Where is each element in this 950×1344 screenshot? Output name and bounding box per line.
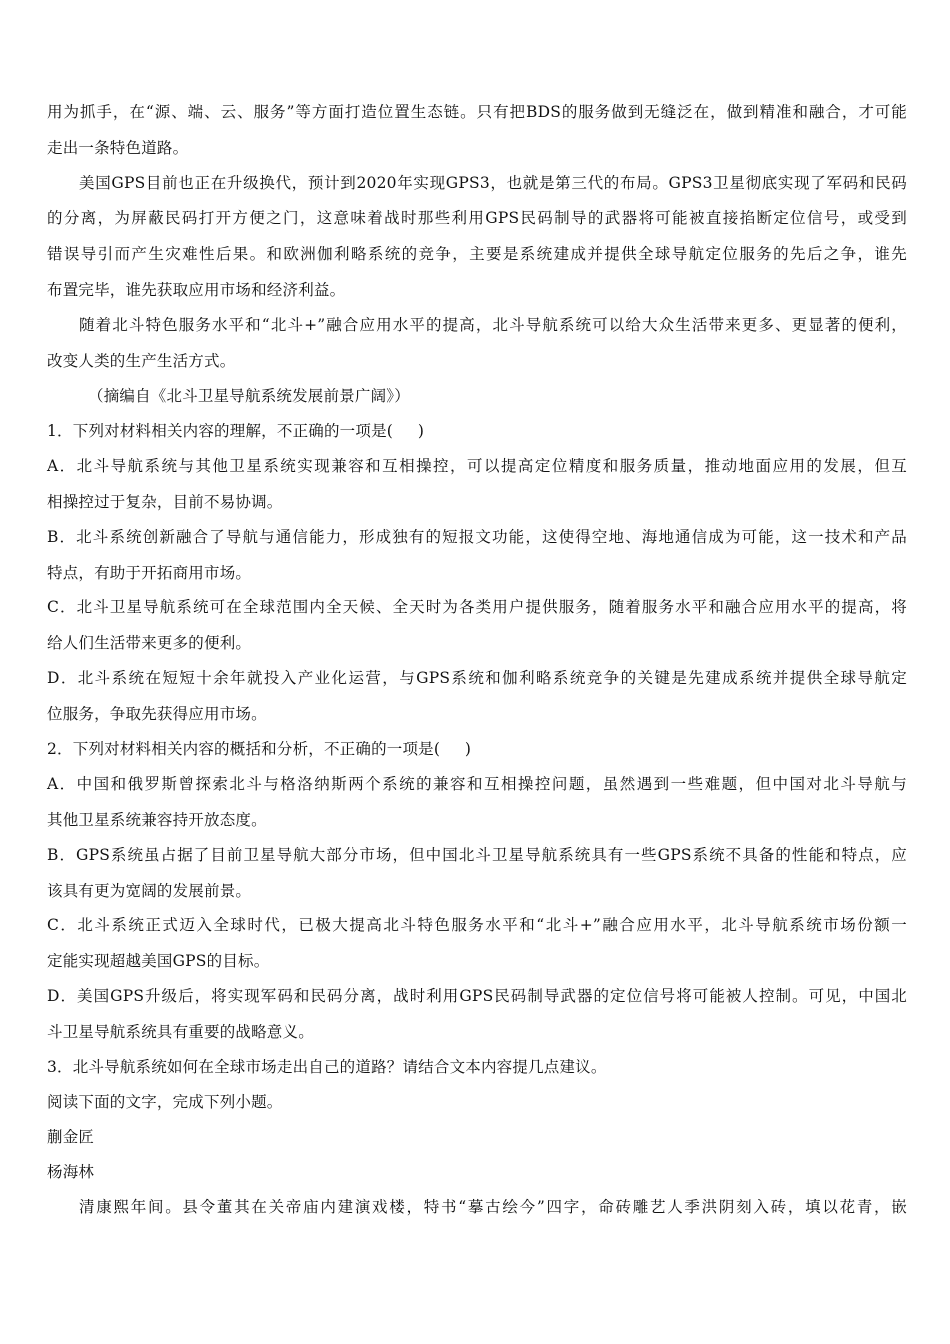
question-1-option-c: C．北斗卫星导航系统可在全球范围内全天候、全天时为各类用户提供服务，随着服务水平和融合应用水平的提高，将	[47, 598, 907, 616]
question-1-option-b: B．北斗系统创新融合了导航与通信能力，形成独有的短报文功能，这使得空地、海地通信成为可能，这一技术和产品	[47, 528, 907, 546]
question-2-option-d: D．美国GPS升级后，将实现军码和民码分离，战时利用GPS民码制导武器的定位信号将可能被人控制。可见，中国北	[47, 987, 908, 1005]
question-1-stem: 1．下列对材料相关内容的理解，不正确的一项是( )	[47, 422, 425, 440]
question-1-option-d: D．北斗系统在短短十余年就投入产业化运营，与GPS系统和伽利略系统竞争的关键是先建成系统并提供全球导航定	[47, 669, 907, 687]
option-continuation: 特点，有助于开拓商用市场。	[47, 564, 252, 582]
passage-line: 随着北斗特色服务水平和“北斗+”融合应用水平的提高，北斗导航系统可以给大众生活带来更多、更显著的便利，	[79, 316, 907, 334]
passage-line: 改变人类的生产生活方式。	[47, 352, 236, 370]
question-2-option-a: A．中国和俄罗斯曾探索北斗与格洛纳斯两个系统的兼容和互相操控问题，虽然遇到一些难题，但中国对北斗导航与	[47, 775, 907, 793]
option-continuation: 位服务，争取先获得应用市场。	[47, 705, 267, 723]
story-author: 杨海林	[47, 1163, 95, 1181]
option-continuation: 其他卫星系统兼容持开放态度。	[47, 811, 267, 829]
reading-instruction: 阅读下面的文字，完成下列小题。	[47, 1093, 283, 1111]
passage-line: 走出一条特色道路。	[47, 139, 189, 157]
question-2-option-c: C．北斗系统正式迈入全球时代，已极大提高北斗特色服务水平和“北斗+”融合应用水平，北斗导航系统市场份额一	[47, 916, 907, 934]
story-title: 蒯金匠	[47, 1128, 95, 1146]
option-continuation: 该具有更为宽阔的发展前景。	[47, 882, 252, 900]
option-continuation: 给人们生活带来更多的便利。	[47, 634, 252, 652]
passage-line: 错误导引而产生灾难性后果。和欧洲伽利略系统的竞争，主要是系统建成并提供全球导航定位服务的先后之争，谁先	[47, 245, 907, 263]
question-3-stem: 3．北斗导航系统如何在全球市场走出自己的道路？请结合文本内容提几点建议。	[47, 1058, 607, 1076]
option-continuation: 斗卫星导航系统具有重要的战略意义。	[47, 1023, 314, 1041]
option-continuation: 定能实现超越美国GPS的目标。	[47, 952, 270, 970]
passage-line: 布置完毕，谁先获取应用市场和经济利益。	[47, 281, 346, 299]
question-2-stem: 2．下列对材料相关内容的概括和分析，不正确的一项是( )	[47, 740, 472, 758]
source-citation: （摘编自《北斗卫星导航系统发展前景广阔》）	[88, 387, 410, 405]
passage-line: 用为抓手，在“源、端、云、服务”等方面打造位置生态链。只有把BDS的服务做到无缝泛在，做到精准和融合，才可能	[47, 103, 907, 121]
passage-line: 美国GPS目前也正在升级换代，预计到2020年实现GPS3，也就是第三代的布局。GPS3卫星彻底实现了军码和民码	[79, 174, 907, 192]
option-continuation: 相操控过于复杂，目前不易协调。	[47, 493, 283, 511]
passage-line: 的分离，为屏蔽民码打开方便之门，这意味着战时那些利用GPS民码制导的武器将可能被直接掐断定位信号，或受到	[47, 209, 907, 227]
story-first-line: 清康熙年间。县令董其在关帝庙内建演戏楼，特书“摹古绘今”四字，命砖雕艺人季洪阴刻入砖，填以花青，嵌	[79, 1198, 907, 1216]
question-2-option-b: B．GPS系统虽占据了目前卫星导航大部分市场，但中国北斗卫星导航系统具有一些GPS系统不具备的性能和特点，应	[47, 846, 907, 864]
question-1-option-a: A．北斗导航系统与其他卫星系统实现兼容和互相操控，可以提高定位精度和服务质量，推动地面应用的发展，但互	[47, 457, 907, 475]
